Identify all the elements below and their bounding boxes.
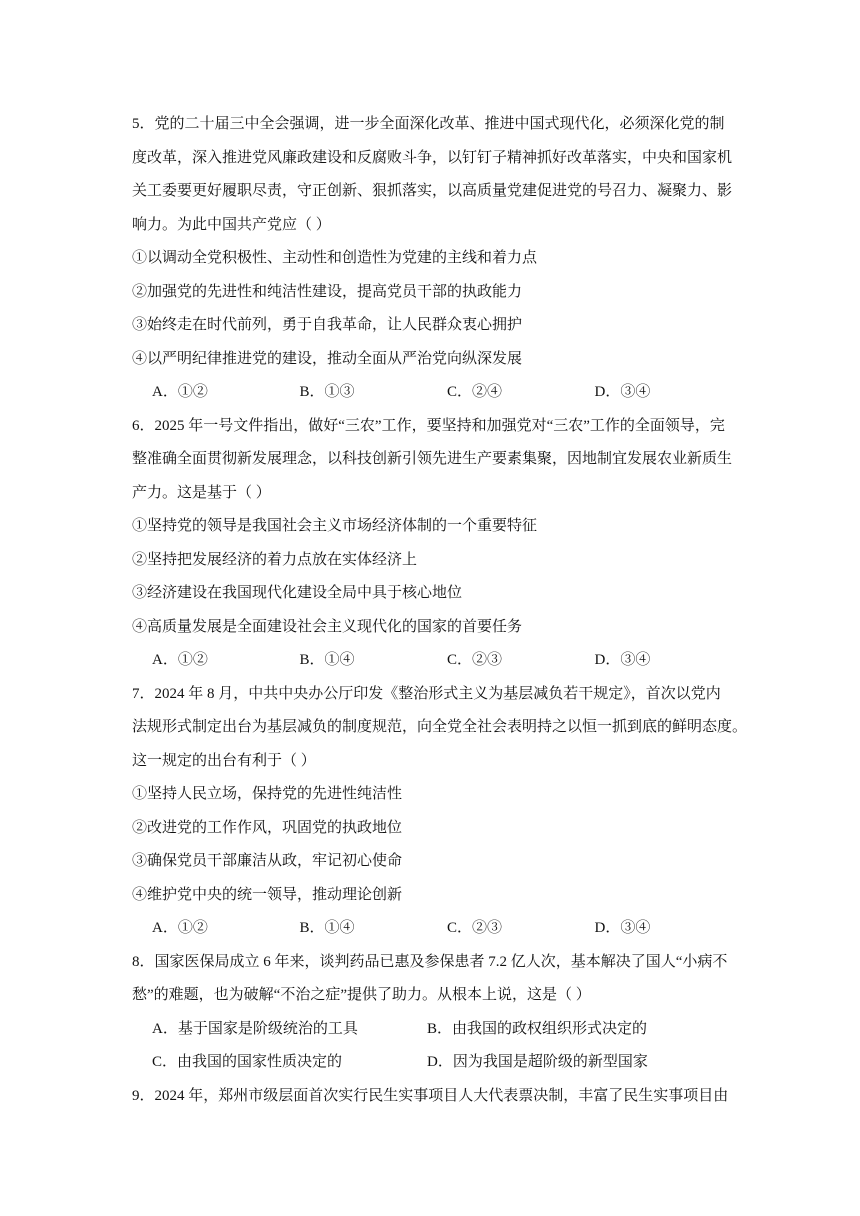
option-a: A．①② <box>152 920 208 936</box>
option-c: C．②④ <box>447 384 503 400</box>
question-stem-line: 9．2024 年，郑州市级层面首次实行民生实事项目人大代表票决制，丰富了民生实事项目由 <box>132 1087 729 1104</box>
statement-item: ③经济建设在我国现代化建设全局中具于核心地位 <box>132 585 463 601</box>
question-stem-line: 响力。为此中国共产党应（ ） <box>132 216 331 233</box>
statement-item: ④维护党中央的统一领导，推动理论创新 <box>132 886 403 903</box>
question-stem-line: 8．国家医保局成立 6 年来，谈判药品已惠及参保患者 7.2 亿人次，基本解决了国人“小病不 <box>132 953 728 970</box>
option-a: A．①② <box>152 652 208 668</box>
statement-item: ②加强党的先进性和纯洁性建设，提高党员干部的执政能力 <box>132 283 523 300</box>
statement-item: ③确保党员干部廉洁从政，牢记初心使命 <box>132 853 403 869</box>
statement-item: ②改进党的工作作风，巩固党的执政地位 <box>132 819 403 836</box>
question-stem-line: 5．党的二十届三中全会强调，进一步全面深化改革、推进中国式现代化，必须深化党的制 <box>132 116 725 132</box>
question-5 <box>132 108 742 410</box>
question-8 <box>132 946 742 1080</box>
option-b: B．①④ <box>299 652 355 668</box>
option-c: C．由我国的国家性质决定的 <box>152 1054 343 1070</box>
question-6 <box>132 410 742 678</box>
answer-options-row <box>132 1046 742 1080</box>
question-stem-line: 7．2024 年 8 月，中共中央办公厅印发《整治形式主义为基层减负若干规定》，首次以党内 <box>132 685 721 702</box>
option-d: D．因为我国是超阶级的新型国家 <box>427 1054 648 1070</box>
statement-item: ④以严明纪律推进党的建设，推动全面从严治党向纵深发展 <box>132 350 523 367</box>
question-stem-line: 整准确全面贯彻新发展理念，以科技创新引领先进生产要素集聚，因地制宜发展农业新质生 <box>132 451 733 467</box>
question-stem-line: 产力。这是基于（ ） <box>132 484 271 501</box>
statement-item: ①坚持人民立场，保持党的先进性纯洁性 <box>132 786 403 802</box>
question-stem-line: 这一规定的出台有利于（ ） <box>132 752 316 769</box>
option-a: A．①② <box>152 384 208 400</box>
statement-item: ④高质量发展是全面建设社会主义现代化的国家的首要任务 <box>132 618 523 635</box>
question-stem-line: 愁”的难题，也为破解“不治之症”提供了助力。从根本上说，这是（ ） <box>132 987 591 1003</box>
option-d: D．③④ <box>594 920 651 936</box>
statement-item: ③始终走在时代前列，勇于自我革命，让人民群众衷心拥护 <box>132 317 523 333</box>
option-c: C．②③ <box>447 920 503 936</box>
option-a: A．基于国家是阶级统治的工具 <box>152 1020 358 1037</box>
option-d: D．③④ <box>594 652 651 668</box>
answer-options <box>132 644 742 678</box>
question-stem-line: 度改革，深入推进党风廉政建设和反腐败斗争，以钉钉子精神抓好改革落实，中央和国家机 <box>132 149 733 166</box>
question-9 <box>132 1080 742 1114</box>
question-stem-line: 6．2025 年一号文件指出，做好“三农”工作，要坚持和加强党对“三农”工作的全面领导，完 <box>132 417 725 434</box>
statement-item: ①以调动全党积极性、主动性和创造性为党建的主线和着力点 <box>132 250 538 266</box>
option-c: C．②③ <box>447 652 503 668</box>
question-stem-line: 法规形式制定出台为基层减负的制度规范，向全党全社会表明持之以恒一抓到底的鲜明态度。 <box>132 719 748 735</box>
question-7 <box>132 678 748 946</box>
question-list <box>132 108 748 1113</box>
question-stem-line: 关工委要更好履职尽责，守正创新、狠抓落实，以高质量党建促进党的号召力、凝聚力、影 <box>132 183 733 199</box>
answer-options <box>132 912 742 946</box>
answer-options-row <box>132 1013 742 1047</box>
option-b: B．①④ <box>299 920 355 936</box>
option-d: D．③④ <box>594 384 651 400</box>
option-b: B．①③ <box>299 384 355 400</box>
statement-item: ①坚持党的领导是我国社会主义市场经济体制的一个重要特征 <box>132 518 538 534</box>
statement-item: ②坚持把发展经济的着力点放在实体经济上 <box>132 551 418 568</box>
option-b: B．由我国的政权组织形式决定的 <box>427 1020 648 1037</box>
answer-options <box>132 376 742 410</box>
